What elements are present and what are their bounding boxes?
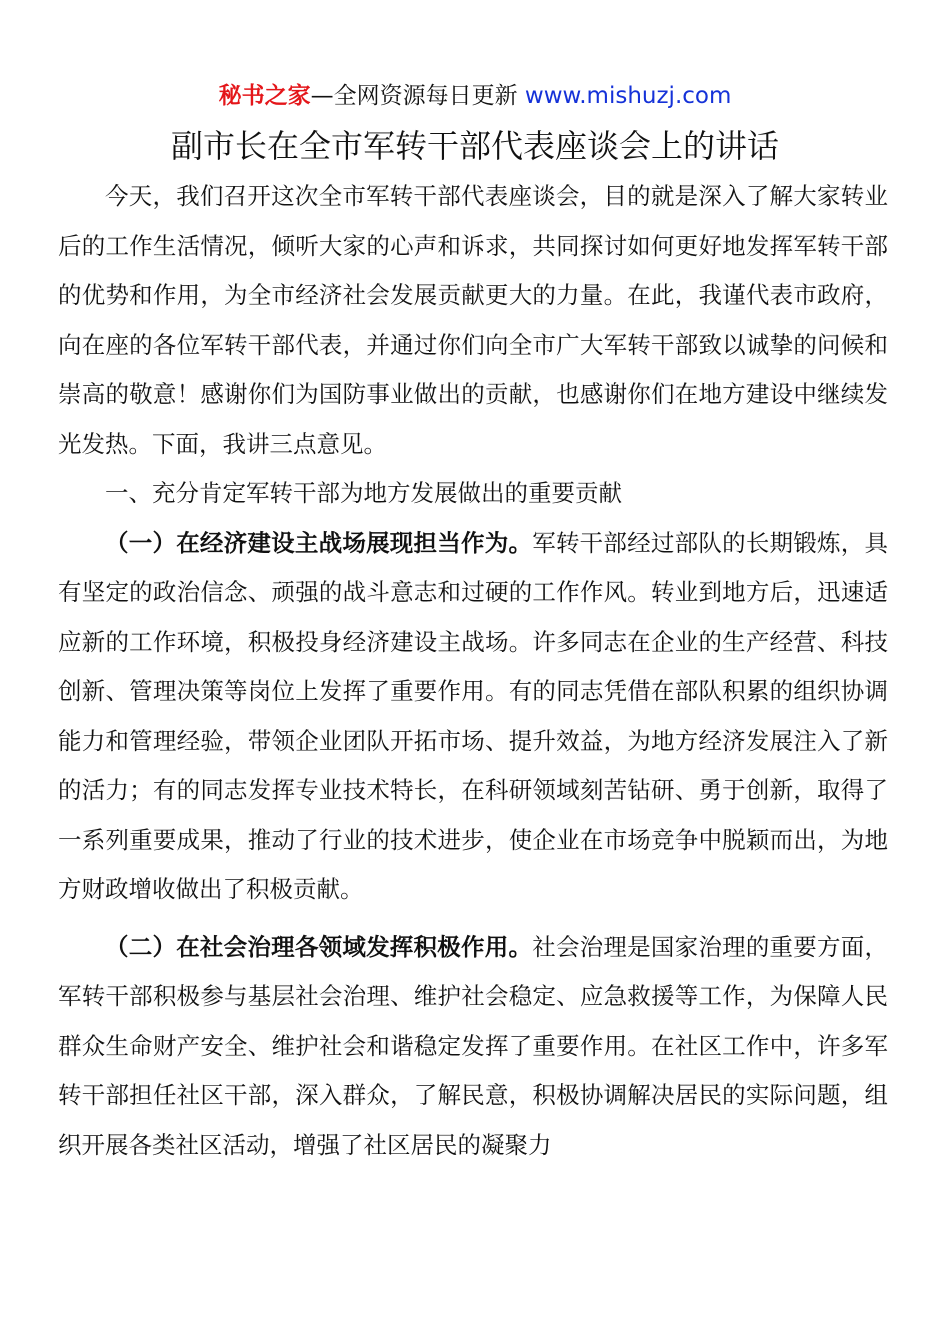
site-tagline: —全网资源每日更新 — [310, 83, 525, 109]
point-two-text: 社会治理是国家治理的重要方面，军转干部积极参与基层社会治理、维护社会稳定、应急救援等工作，为保障人民群众生命财产安全、维护社会和谐稳定发挥了重要作用。在社区工作中，许多军转干部担任社区干部，深入群众，了解民意，积极协调解决居民的实际问题，组织开展各类社区活动，增强了社区居民的凝聚力 — [58, 932, 888, 1159]
section-heading: 一、充分肯定军转干部为地方发展做出的重要贡献 — [105, 479, 622, 507]
point-one-paragraph — [58, 519, 888, 915]
point-two-paragraph — [58, 923, 888, 1171]
site-header — [0, 80, 950, 112]
point-one-text: 军转干部经过部队的长期锻炼，具有坚定的政治信念、顽强的战斗意志和过硬的工作作风。转业到地方后，迅速适应新的工作环境，积极投身经济建设主战场。许多同志在企业的生产经营、科技创新、管理决策等岗位上发挥了重要作用。有的同志凭借在部队积累的组织协调能力和管理经验，带领企业团队开拓市场、提升效益，为地方经济发展注入了新的活力；有的同志发挥专业技术特长，在科研领域刻苦钻研、勇于创新，取得了一系列重要成果，推动了行业的技术进步，使企业在市场竞争中脱颖而出，为地方财政增收做出了积极贡献。 — [58, 528, 888, 903]
document-title: 副市长在全市军转干部代表座谈会上的讲话 — [170, 127, 779, 165]
intro-paragraph: 今天，我们召开这次全市军转干部代表座谈会，目的就是深入了解大家转业后的工作生活情况，倾听大家的心声和诉求，共同探讨如何更好地发挥军转干部的优势和作用，为全市经济社会发展贡献更大的力量。在此，我谨代表市政府，向在座的各位军转干部代表，并通过你们向全市广大军转干部致以诚挚的问候和崇高的敬意！感谢你们为国防事业做出的贡献，也感谢你们在地方建设中继续发光发热。下面，我讲三点意见。 — [58, 182, 888, 458]
site-url-link[interactable]: www.mishuzj.com — [524, 83, 732, 109]
document-body — [58, 172, 888, 1170]
point-two-lead: （二）在社会治理各领域发挥积极作用。 — [105, 932, 533, 961]
point-one-lead: （一）在经济建设主战场展现担当作为。 — [105, 528, 533, 557]
site-brand: 秘书之家 — [218, 83, 311, 109]
